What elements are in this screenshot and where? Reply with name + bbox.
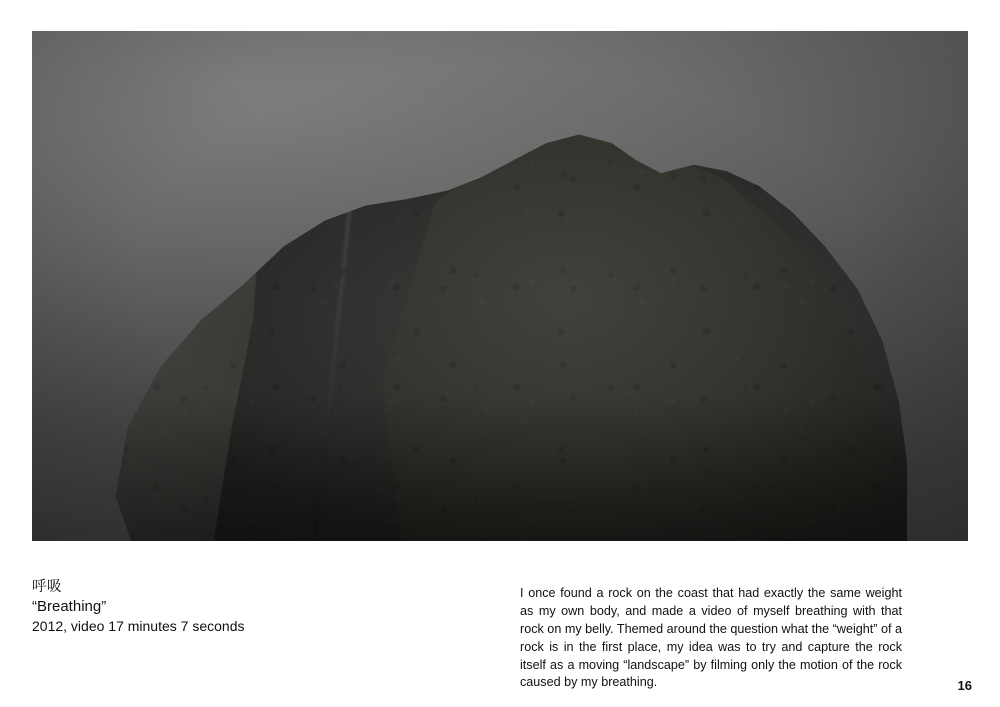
artwork-caption xyxy=(32,578,452,636)
page-number: 16 xyxy=(957,678,972,693)
artwork-description: I once found a rock on the coast that had exactly the same weight as my own body, and made a video of myself breathing with that rock on my belly. Themed around the question what the “weight” of a rock is in the first place, my idea was to try and capture the rock itself as a moving “landscape” by filming only the motion of the rock caused by my breathing. xyxy=(520,586,902,690)
artwork-title-cjk: 呼吸 xyxy=(32,579,62,595)
artwork-details: 2012, video 17 minutes 7 seconds xyxy=(32,618,245,635)
rock-shadow xyxy=(87,393,907,541)
artwork-image xyxy=(32,31,968,541)
artwork-title-en: “Breathing” xyxy=(32,598,107,616)
